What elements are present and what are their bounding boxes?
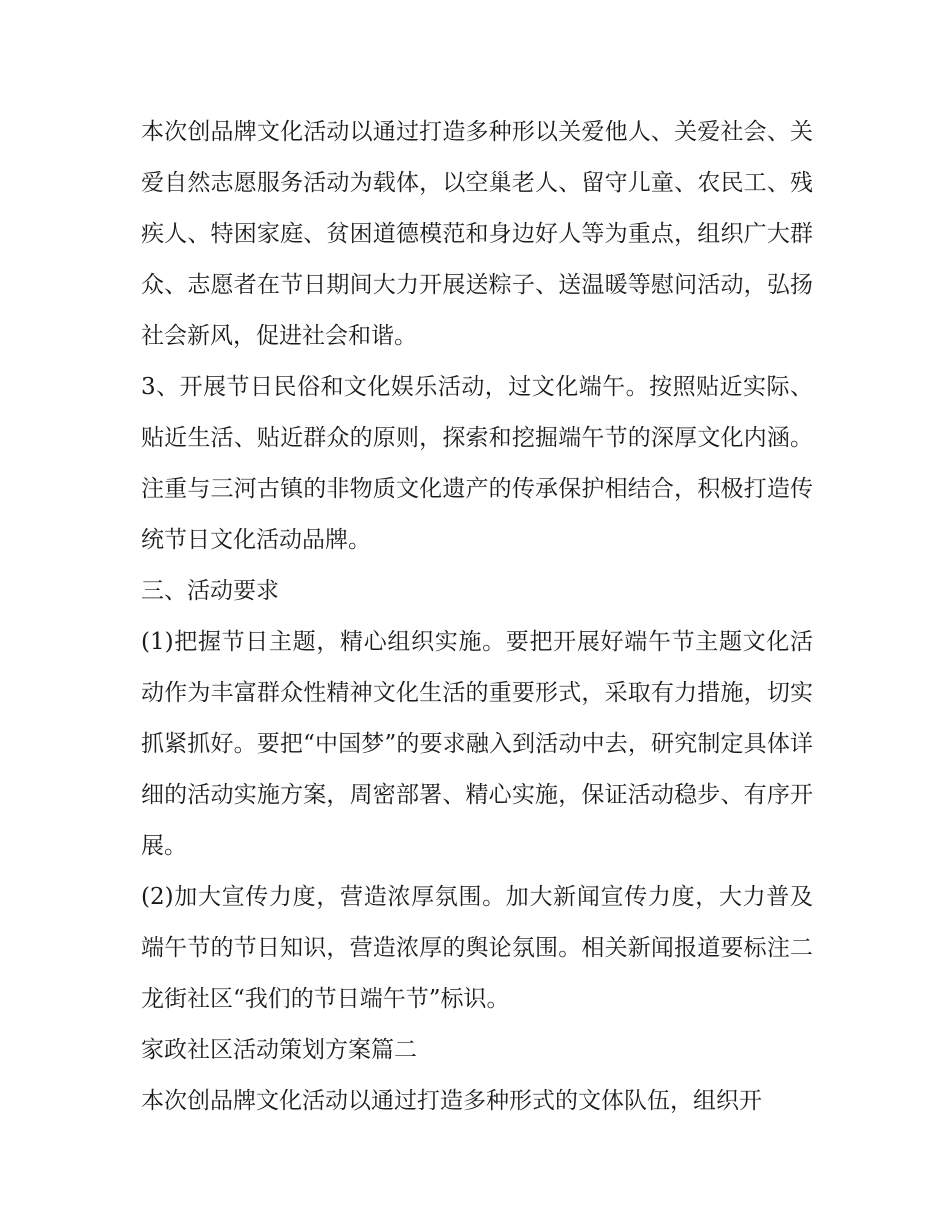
paragraph-plan-two-intro: 本次创品牌文化活动以通过打造多种形式的文体队伍，组织开: [141, 1088, 762, 1114]
section-heading-requirements: 三、活动要求: [141, 578, 279, 604]
document-body: [141, 107, 813, 1127]
paragraph-requirement-2: (2)加大宣传力度，营造浓厚氛围。加大新闻宣传力度，大力普及端午节的节日知识，营造浓厚的舆论氛围。相关新闻报道要标注二龙街社区“我们的节日端午节”标识。: [141, 884, 813, 1012]
paragraph-activity-carrier: 本次创品牌文化活动以通过打造多种形以关爱他人、关爱社会、关爱自然志愿服务活动为载体，以空巢老人、留守儿童、农民工、残疾人、特困家庭、贫困道德模范和身边好人等为重点，组织广大群众、志愿者在节日期间大力开展送粽子、送温暖等慰问活动，弘扬社会新风，促进社会和谐。: [141, 119, 813, 349]
section-heading-plan-two: 家政社区活动策划方案篇二: [141, 1037, 417, 1063]
paragraph-folk-culture: 3、开展节日民俗和文化娱乐活动，过文化端午。按照贴近实际、贴近生活、贴近群众的原则，探索和挖掘端午节的深厚文化内涵。注重与三河古镇的非物质文化遗产的传承保护相结合，积极打造传统节日文化活动品牌。: [141, 374, 813, 553]
paragraph-requirement-1: (1)把握节日主题，精心组织实施。要把开展好端午节主题文化活动作为丰富群众性精神文化生活的重要形式，采取有力措施，切实抓紧抓好。要把“中国梦”的要求融入到活动中去，研究制定具体详细的活动实施方案，周密部署、精心实施，保证活动稳步、有序开展。: [141, 629, 813, 859]
